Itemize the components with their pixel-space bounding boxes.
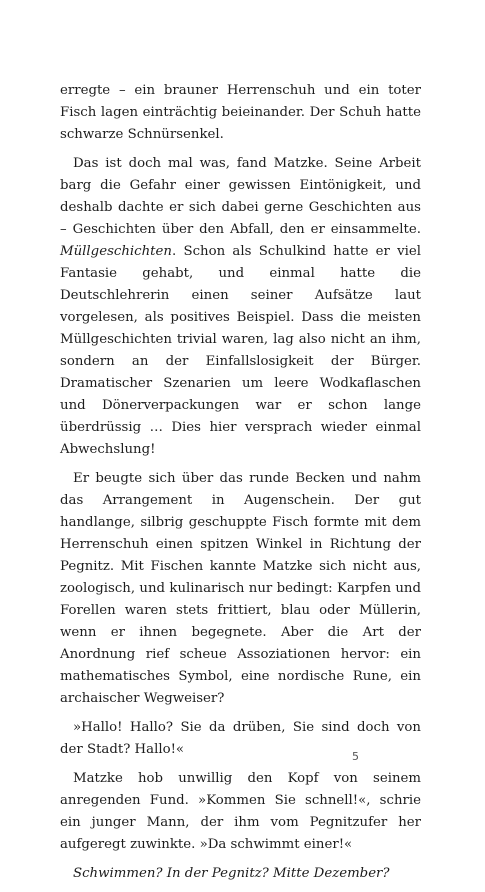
body-text bbox=[60, 80, 421, 892]
emphasis-muellgeschichten: Müllgeschichten bbox=[60, 244, 172, 259]
paragraph-2-end: . Schon als Schulkind hatte er viel Fantasie gehabt, und einmal hatte die Deutschlehrerin einen seiner Aufsätze laut vorgelesen, als positives Beispiel. Dass die meisten Müllgeschichten trivial waren, lag also nicht an ihm, sondern an der Einfallslosigkeit der Bürger. Dramatischer Szenarien um leere Wodkaflaschen und Dönerverpackungen war er schon lange überdrüssig … Dies hier versprach wieder einmal Abwechslung! bbox=[60, 244, 421, 457]
paragraph-2-start: Das ist doch mal was, fand Matzke. Seine Arbeit barg die Gefahr einer gewissen Eintönigkeit, und deshalb dachte er sich dabei gerne Geschichten aus – Geschichten über den Abfall, den er einsammelte. bbox=[60, 156, 421, 237]
paragraph-4: »Hallo! Hallo? Sie da drüben, Sie sind doch von der Stadt? Hallo!« bbox=[60, 720, 421, 757]
paragraph-6-italic: Schwimmen? In der Pegnitz? Mitte Dezember? bbox=[73, 866, 390, 881]
page-number: 5 bbox=[352, 750, 359, 763]
paragraph-1: erregte – ein brauner Herrenschuh und ein toter Fisch lagen einträchtig beieinander. Der Schuh hatte schwarze Schnürsenkel. bbox=[60, 83, 421, 142]
paragraph-2 bbox=[60, 153, 421, 461]
paragraph-5: Matzke hob unwillig den Kopf von seinem anregenden Fund. »Kommen Sie schnell!«, schrie ein junger Mann, der ihm vom Pegnitzufer her aufgeregt zuwinkte. »Da schwimmt einer!« bbox=[60, 771, 421, 852]
paragraph-3: Er beugte sich über das runde Becken und nahm das Arrangement in Augenschein. Der gut handlange, silbrig geschuppte Fisch formte mit dem Herrenschuh einen spitzen Winkel in Richtung der Pegnitz. Mit Fischen kannte Matzke sich nicht aus, zoologisch, und kulinarisch nur bedingt: Karpfen und Forellen waren stets frittiert, blau oder Müllerin, wenn er ihnen begegnete. Aber die Art der Anordnung rief scheue Assoziationen hervor: ein mathematisches Symbol, eine nordische Rune, ein archaischer Wegweiser? bbox=[60, 471, 421, 706]
